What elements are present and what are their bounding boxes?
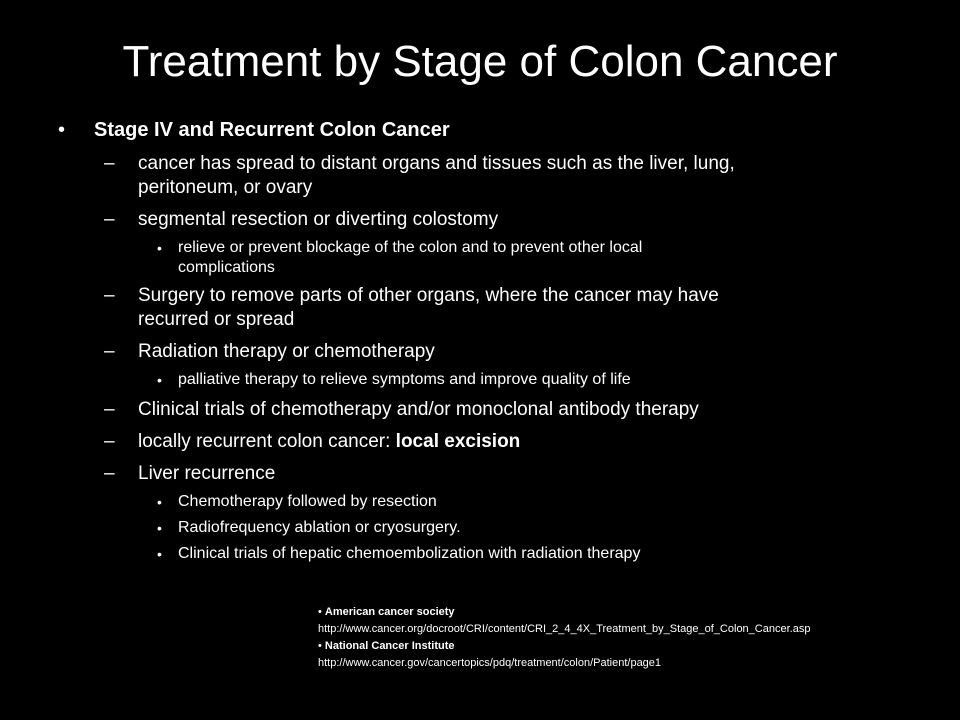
list-item-clinical-trials [0,398,960,424]
dash-icon: – [104,431,115,452]
sub-item-text: Chemotherapy followed by resection [178,493,437,510]
sub-item-text: palliative therapy to relieve symptoms and improve quality of life [178,371,631,388]
reference-url: http://www.cancer.org/docroot/CRI/content/CRI_2_4_4X_Treatment_by_Stage_of_Colon_Cancer.asp [318,623,811,635]
dash-icon: – [104,285,115,306]
reference-name: American cancer society [324,606,455,618]
bullet-dot-icon: • [157,520,162,536]
item-text: Clinical trials of chemotherapy and/or monoclonal antibody therapy [138,399,699,420]
sub-item-chemoembolization [0,544,960,566]
dash-icon: – [104,399,115,420]
references [318,604,958,672]
dash-icon: – [104,463,115,484]
stage-heading-item [0,116,960,146]
stage-heading: Stage IV and Recurrent Colon Cancer [94,119,450,141]
reference-bullet-icon: • [318,606,322,618]
item-text-emphasis: local excision [395,431,521,452]
sub-item-blockage [0,238,960,278]
reference-bullet-icon: • [318,640,322,652]
bullet-list [0,116,960,566]
dash-icon: – [104,209,115,230]
list-item-resection [0,208,960,234]
dash-icon: – [104,153,115,174]
list-item-surgery [0,284,960,334]
item-text: Liver recurrence [138,463,276,484]
sub-item-text: Clinical trials of hepatic chemoembolization with radiation therapy [178,545,641,562]
item-text: segmental resection or diverting colostomy [138,209,499,230]
sub-item-text-line: complications [178,259,275,276]
sub-item-text-line: relieve or prevent blockage of the colon and to prevent other local [178,239,643,256]
reference-url: http://www.cancer.gov/cancertopics/pdq/treatment/colon/Patient/page1 [318,657,662,669]
reference-source [318,638,958,655]
item-text-line: peritoneum, or ovary [138,177,313,198]
bullet-dot-icon: • [157,546,162,562]
item-text: Radiation therapy or chemotherapy [138,341,435,362]
bullet-dot-icon: • [58,119,66,141]
reference-source [318,604,958,621]
sub-item-ablation [0,518,960,540]
list-item-local-recurrence [0,430,960,456]
list-item-liver-recurrence [0,462,960,488]
list-item-radiation [0,340,960,366]
item-text: locally recurrent colon cancer: [138,431,396,452]
item-text-line: Surgery to remove parts of other organs, where the cancer may have [138,285,719,306]
list-item-spread [0,152,960,202]
sub-item-palliative [0,370,960,392]
item-text-line: recurred or spread [138,309,295,330]
bullet-dot-icon: • [157,372,162,388]
bullet-dot-icon: • [157,240,162,256]
bullet-dot-icon: • [157,494,162,510]
reference-name: National Cancer Institute [324,640,455,652]
sub-item-text: Radiofrequency ablation or cryosurgery. [178,519,461,536]
dash-icon: – [104,341,115,362]
sub-item-chemo-resection [0,492,960,514]
item-text-line: cancer has spread to distant organs and tissues such as the liver, lung, [138,153,735,174]
slide-title: Treatment by Stage of Colon Cancer [122,37,838,86]
